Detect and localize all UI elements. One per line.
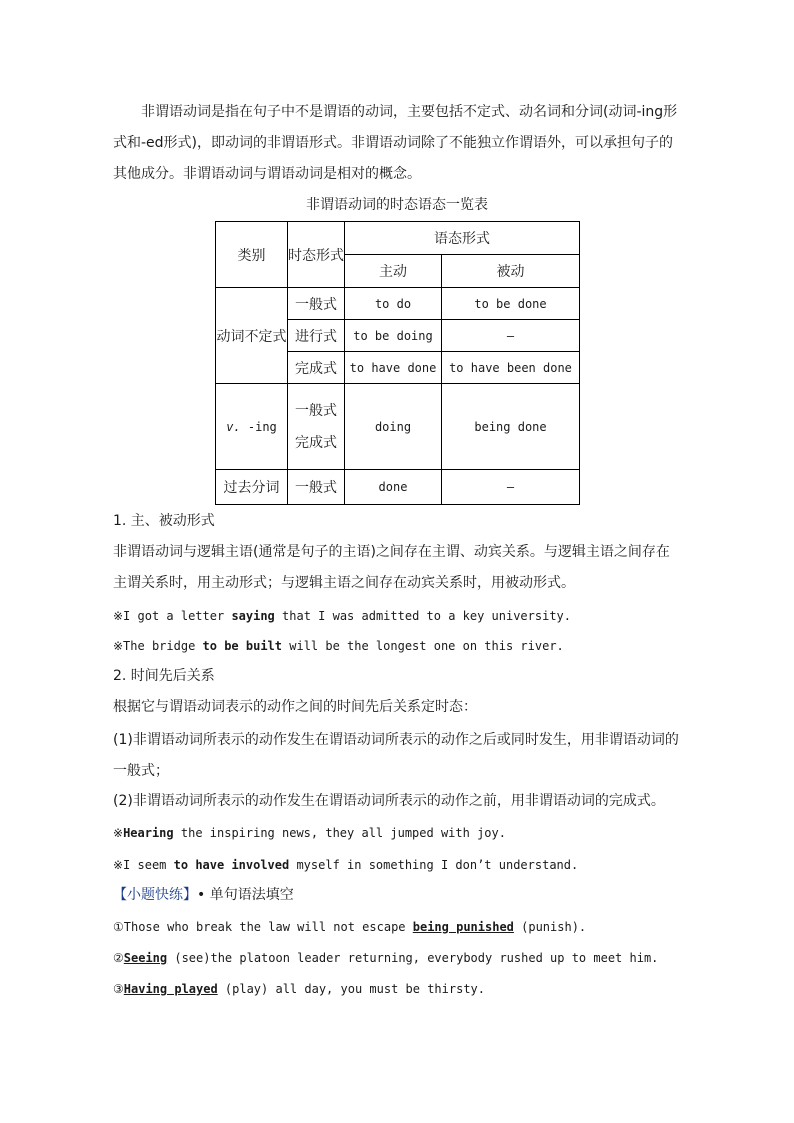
example-sentence xyxy=(113,606,571,626)
example-text: the inspiring news, they all jumped with joy. xyxy=(173,826,506,840)
practice-tag: 【小题快练】 xyxy=(113,887,197,903)
question-answer: Having played xyxy=(123,982,218,996)
example-keyword: Hearing xyxy=(123,826,174,840)
table-cell-active: done xyxy=(345,470,442,505)
question-text: (see)the platoon leader returning, everybody rushed up to meet him. xyxy=(167,951,659,965)
header-passive: 被动 xyxy=(442,255,580,288)
label-ing: -ing xyxy=(240,419,277,434)
tense-simple: 一般式 xyxy=(295,402,337,419)
section2-point1: (1)非谓语动词所表示的动作发生在谓语动词所表示的动作之后或同时发生，用非谓语动词的一般式； xyxy=(113,732,679,779)
table-cell-tense: 完成式 xyxy=(288,352,345,384)
table-cell-active: to do xyxy=(345,288,442,320)
practice-title: 单句语法填空 xyxy=(205,887,294,903)
question-answer: Seeing xyxy=(123,951,168,965)
question-text: ③ xyxy=(113,982,124,996)
table-cell-tense: 一般式 xyxy=(288,470,345,505)
nonfinite-forms-table xyxy=(215,221,580,505)
table-cell-active: to have done xyxy=(345,352,442,384)
table-cell-active: doing xyxy=(345,384,442,470)
example-keyword: to have involved xyxy=(173,858,290,872)
example-text: that I was admitted to a key university. xyxy=(274,609,572,623)
table-cell-passive: — xyxy=(442,320,580,352)
header-voice: 语态形式 xyxy=(345,222,580,255)
question-answer: being punished xyxy=(412,920,514,934)
label-v: v. xyxy=(226,419,241,434)
practice-question xyxy=(113,979,485,999)
row-label-ing xyxy=(216,384,288,470)
example-text: ※ xyxy=(113,826,124,840)
header-active: 主动 xyxy=(345,255,442,288)
example-keyword: saying xyxy=(231,609,275,623)
section2-lead: 根据它与谓语动词表示的动作之间的时间先后关系定时态： xyxy=(113,699,477,715)
example-text: ※I seem xyxy=(113,858,174,872)
intro-paragraph: 非谓语动词是指在句子中不是谓语的动词，主要包括不定式、动名词和分词(动词-ing形式和-ed形式)，即动词的非谓语形式。非谓语动词除了不能独立作谓语外，可以承担句子的其他成分。非谓语动词与谓语动词是相对的概念。 xyxy=(113,104,678,182)
section2-heading: 2. 时间先后关系 xyxy=(113,668,215,684)
table-cell-tense xyxy=(288,384,345,470)
example-sentence xyxy=(113,855,578,875)
example-sentence xyxy=(113,636,564,656)
practice-question xyxy=(113,948,658,968)
bullet-icon: • xyxy=(197,887,206,903)
table-cell-passive: to be done xyxy=(442,288,580,320)
table-cell-tense: 一般式 xyxy=(288,288,345,320)
table-cell-active: to be doing xyxy=(345,320,442,352)
section1-heading: 1. 主、被动形式 xyxy=(113,513,215,529)
practice-heading xyxy=(113,885,294,905)
question-text: ①Those who break the law will not escape xyxy=(113,920,413,934)
header-tense: 时态形式 xyxy=(288,222,345,288)
table-caption: 非谓语动词的时态语态一览表 xyxy=(306,197,488,213)
example-text: ※The bridge xyxy=(113,639,203,653)
table-cell-tense: 进行式 xyxy=(288,320,345,352)
question-text: (play) all day, you must be thirsty. xyxy=(217,982,485,996)
row-label-past-participle: 过去分词 xyxy=(216,470,288,505)
section1-text: 非谓语动词与逻辑主语(通常是句子的主语)之间存在主谓、动宾关系。与逻辑主语之间存在主谓关系时，用主动形式；与逻辑主语之间存在动宾关系时，用被动形式。 xyxy=(113,544,670,591)
table-cell-passive: to have been done xyxy=(442,352,580,384)
question-text: ② xyxy=(113,951,124,965)
table-cell-passive: — xyxy=(442,470,580,505)
table-cell-passive: being done xyxy=(442,384,580,470)
section2-point2: (2)非谓语动词所表示的动作发生在谓语动词所表示的动作之前，用非谓语动词的完成式。 xyxy=(113,793,665,809)
example-text: will be the longest one on this river. xyxy=(282,639,564,653)
question-text: (punish). xyxy=(513,920,587,934)
header-category: 类别 xyxy=(216,222,288,288)
practice-question xyxy=(113,917,586,937)
tense-perfect: 完成式 xyxy=(295,434,337,451)
example-sentence xyxy=(113,823,506,843)
example-text: myself in something I don’t understand. xyxy=(289,858,579,872)
row-label-infinitive: 动词不定式 xyxy=(216,288,288,384)
example-keyword: to be built xyxy=(202,639,283,653)
example-text: ※I got a letter xyxy=(113,609,232,623)
